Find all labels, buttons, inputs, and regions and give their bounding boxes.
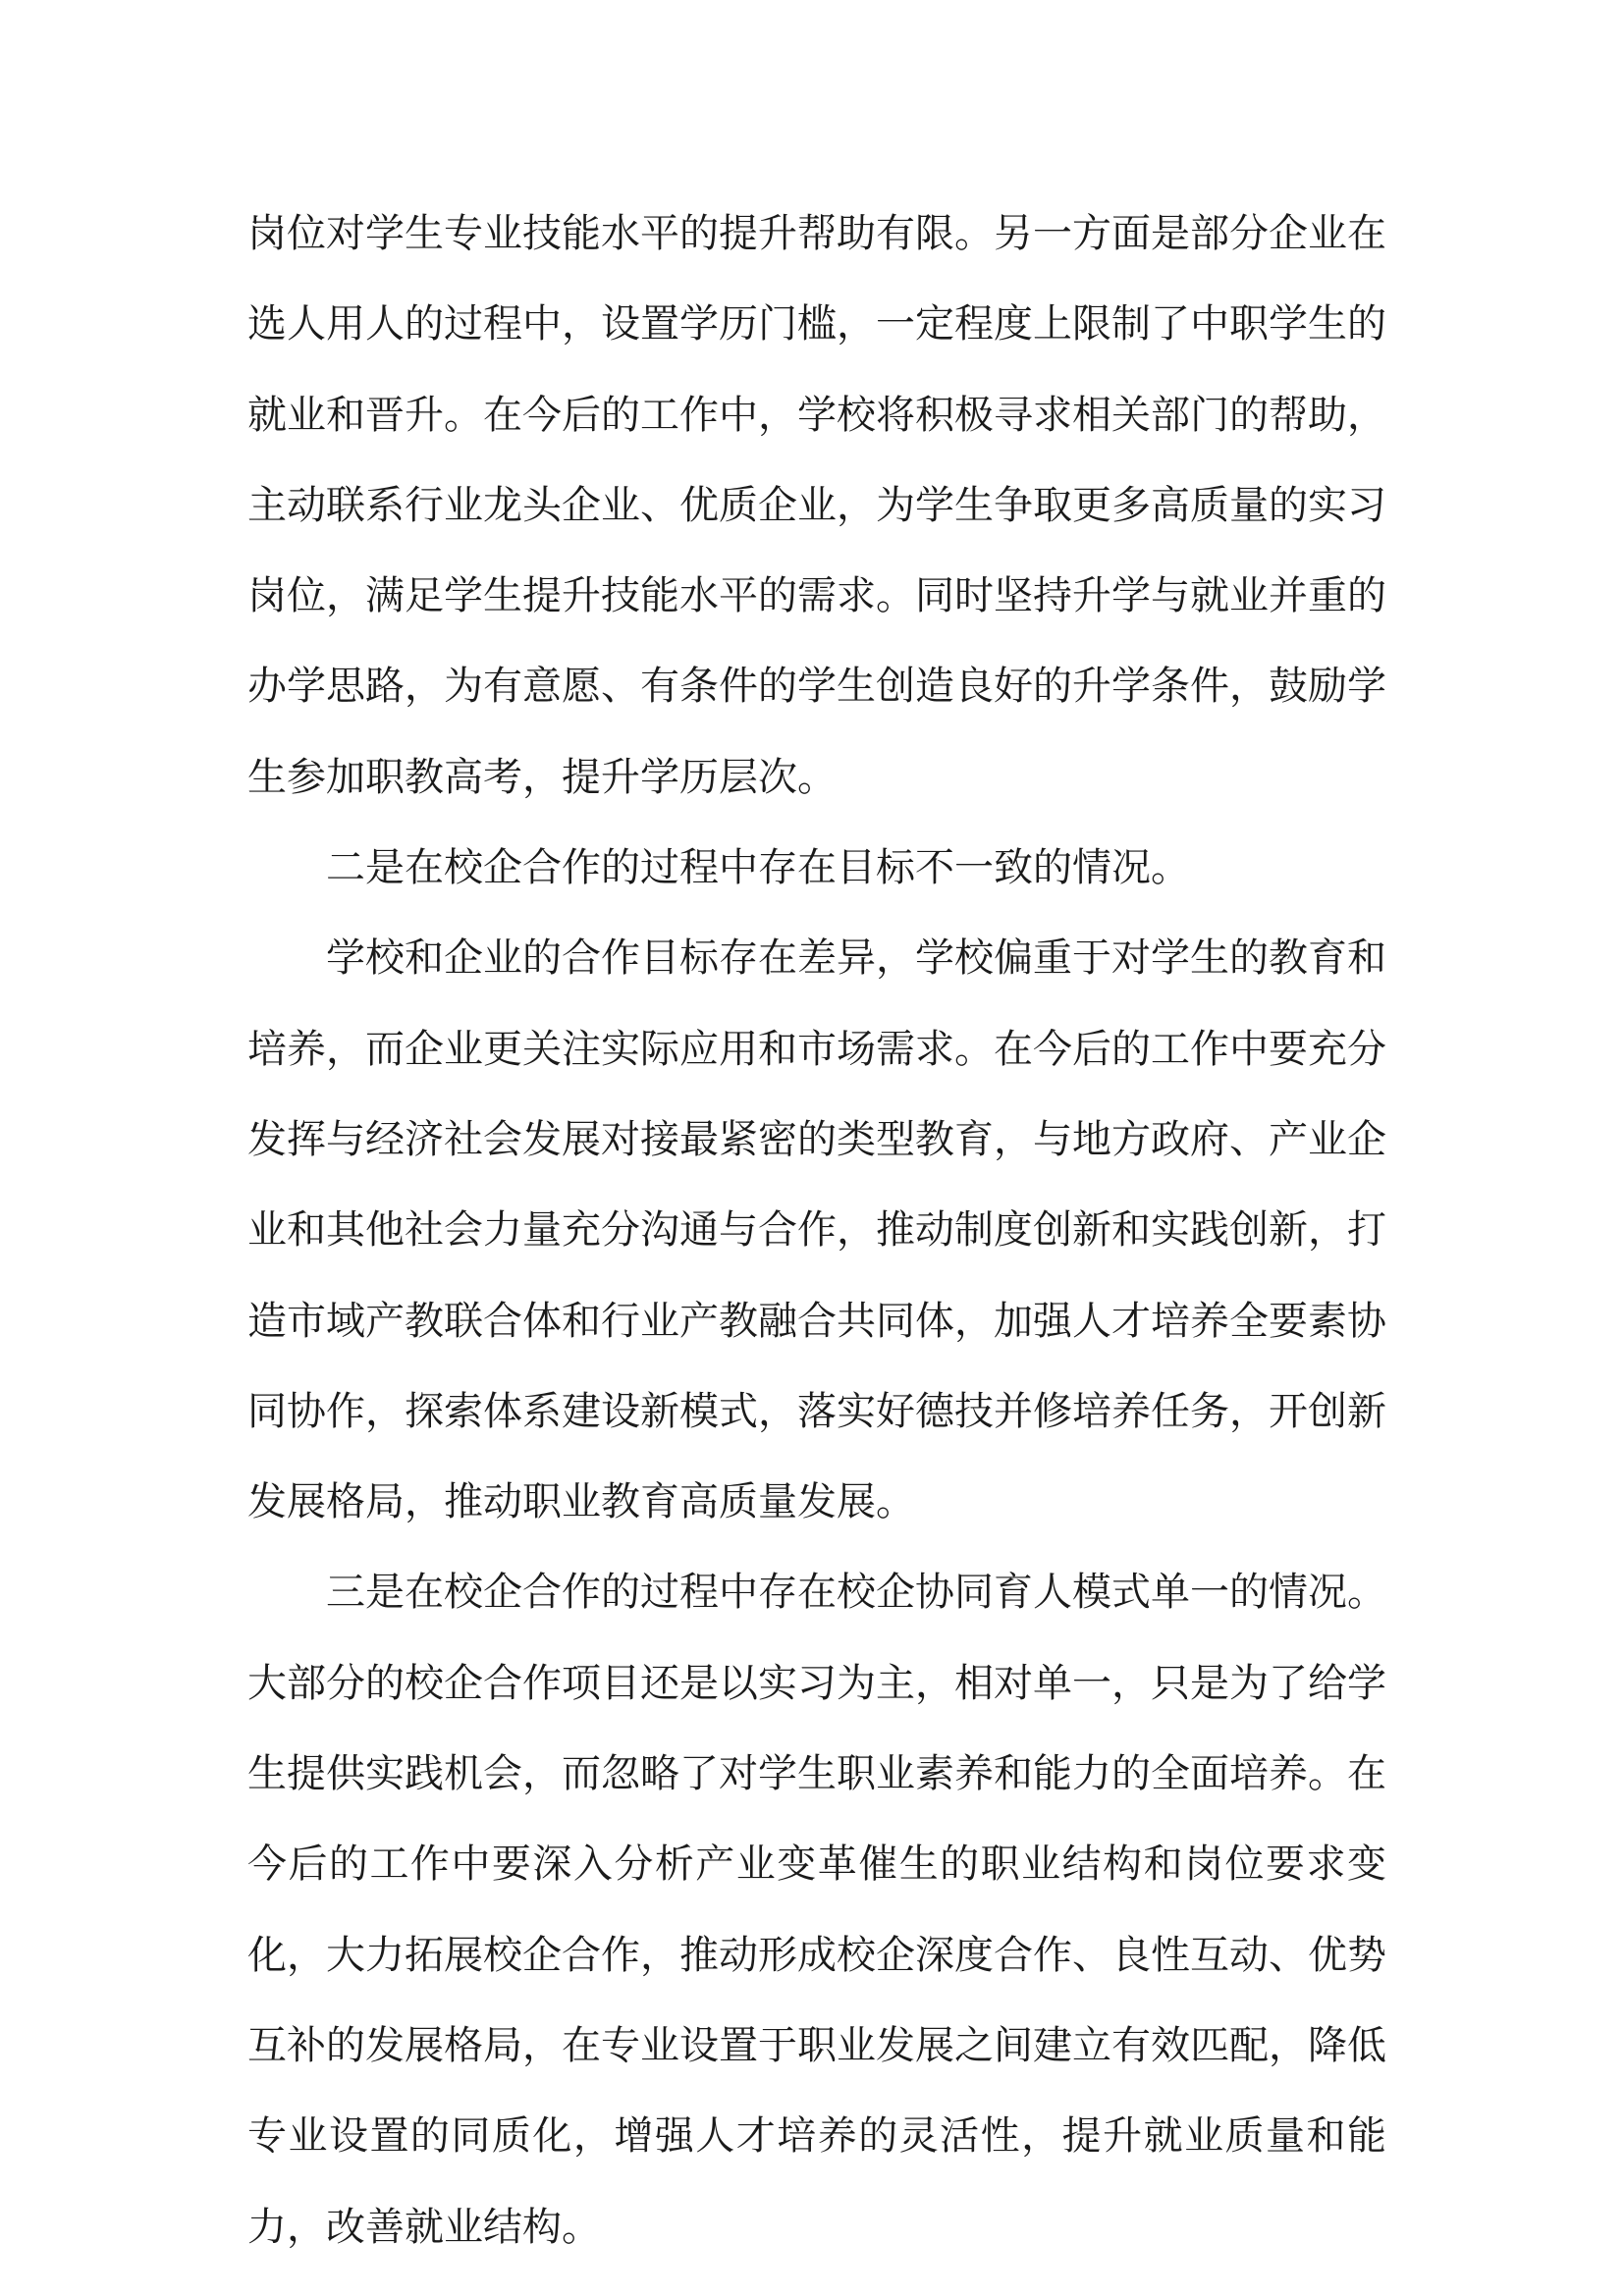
paragraph-issue-three: 三是在校企合作的过程中存在校企协同育人模式单一的情况。大部分的校企合作项目还是以实习为主，相对单一，只是为了给学生提供实践机会，而忽略了对学生职业素养和能力的全面培养。在今后的工作中要深入分析产业变革催生的职业结构和岗位要求变化，大力拓展校企合作，推动形成校企深度合作、良性互动、优势互补的发展格局，在专业设置于职业发展之间建立有效匹配，降低专业设置的同质化，增强人才培养的灵活性，提升就业质量和能力，改善就业结构。 — [247, 1570, 1386, 2250]
paragraph-issue-two-heading: 二是在校企合作的过程中存在目标不一致的情况。 — [326, 845, 1190, 891]
body-text — [247, 188, 1386, 2272]
paragraph-issue-two-body: 学校和企业的合作目标存在差异，学校偏重于对学生的教育和培养，而企业更关注实际应用和市场需求。在今后的工作中要充分发挥与经济社会发展对接最紧密的类型教育，与地方政府、产业企业和其他社会力量充分沟通与合作，推动制度创新和实践创新，打造市域产教联合体和行业产教融合共同体，加强人才培养全要素协同协作，探索体系建设新模式，落实好德技并修培养任务，开创新发展格局，推动职业教育高质量发展。 — [247, 935, 1386, 1525]
paragraph-continuation: 岗位对学生专业技能水平的提升帮助有限。另一方面是部分企业在选人用人的过程中，设置学历门槛，一定程度上限制了中职学生的就业和晋升。在今后的工作中，学校将积极寻求相关部门的帮助，主动联系行业龙头企业、优质企业，为学生争取更多高质量的实习岗位，满足学生提升技能水平的需求。同时坚持升学与就业并重的办学思路，为有意愿、有条件的学生创造良好的升学条件，鼓励学生参加职教高考，提升学历层次。 — [247, 211, 1386, 800]
